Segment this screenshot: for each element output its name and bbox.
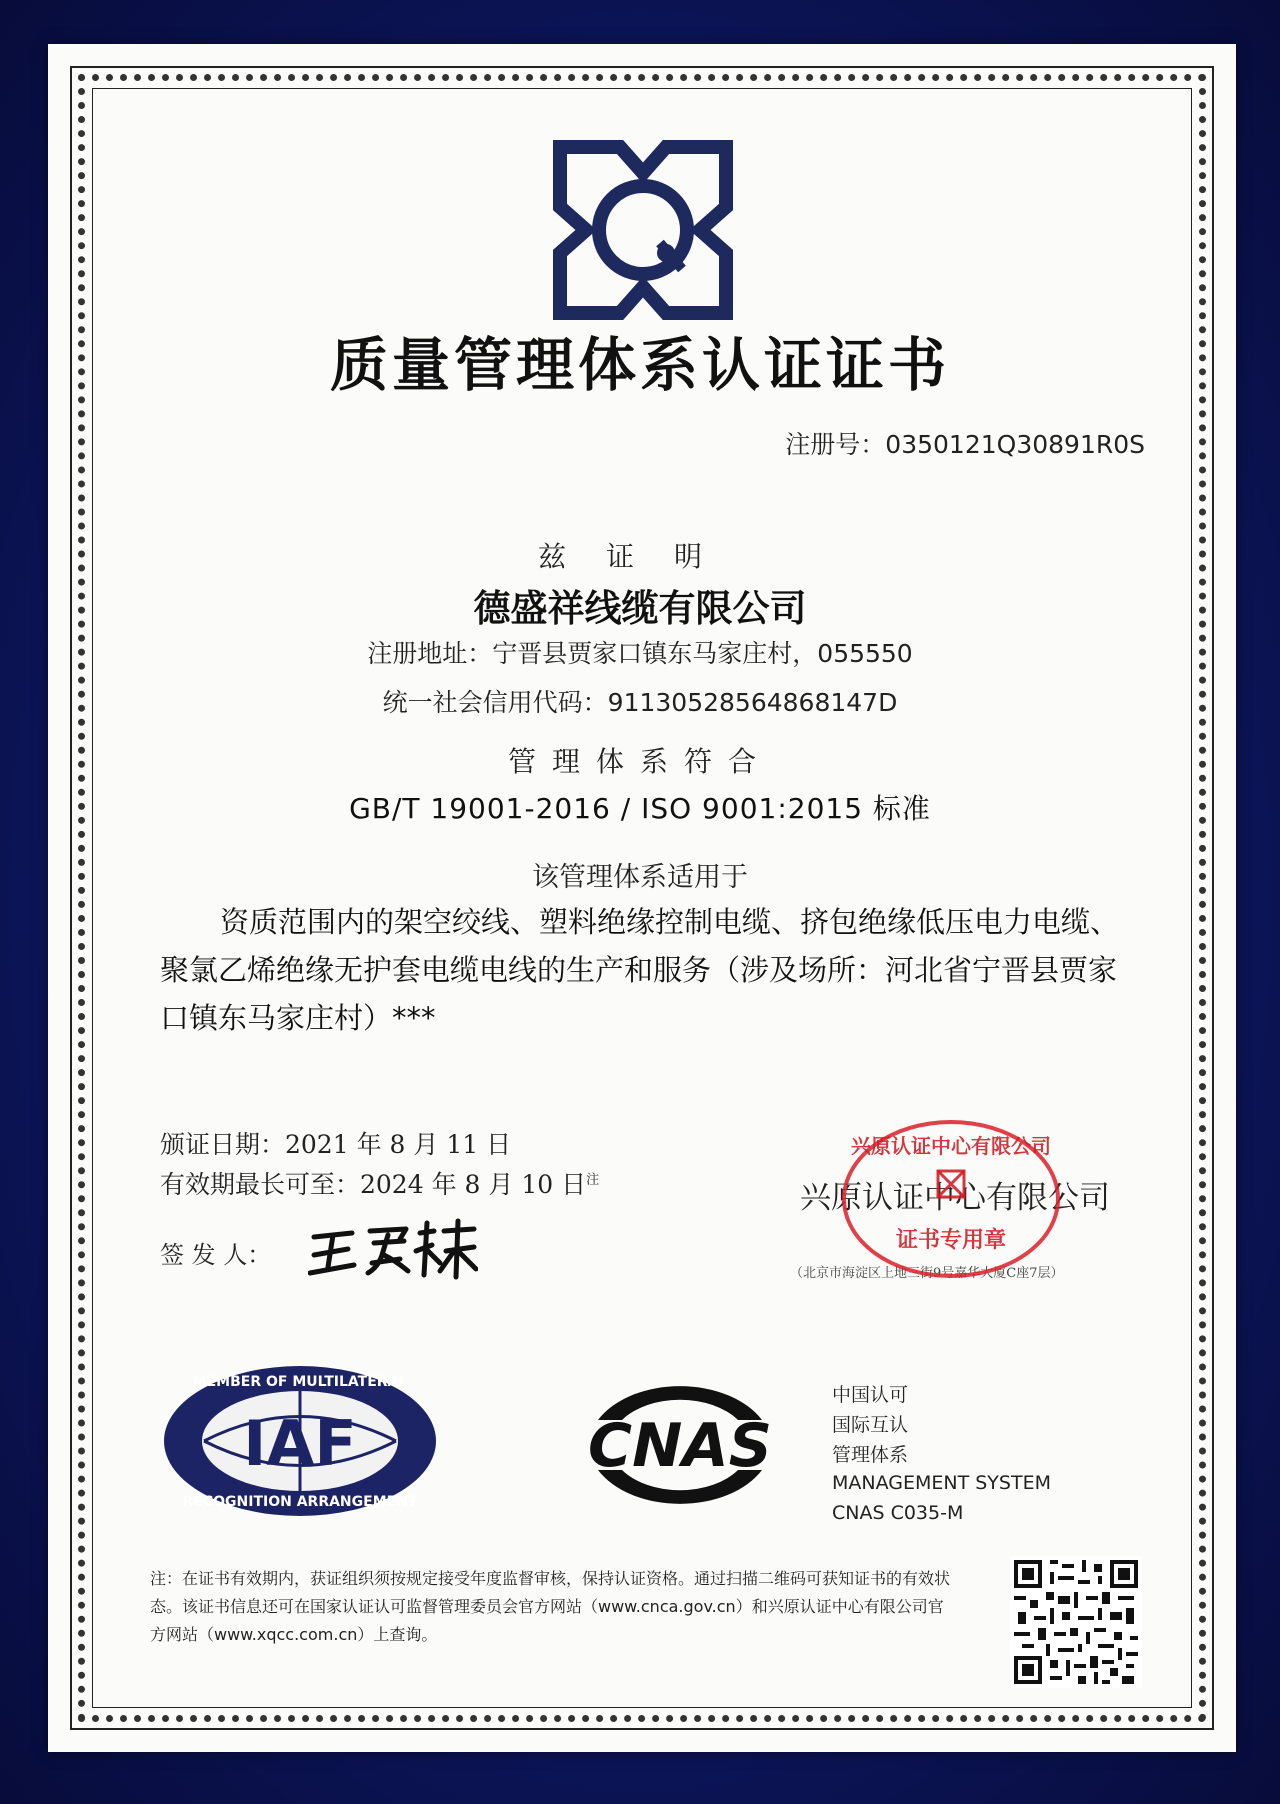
- certify-heading: 兹证明: [537, 540, 742, 573]
- seal-organization: 兴原认证中心有限公司: [851, 1134, 1051, 1158]
- cnas-logo: [568, 1360, 792, 1530]
- issuer-name: 兴原认证中心有限公司: [800, 1180, 1110, 1216]
- applies-heading: 该管理体系适用于: [532, 862, 748, 893]
- cnas-line-4: MANAGEMENT SYSTEM: [832, 1472, 1051, 1494]
- iaf-ring-bottom: RECOGNITION ARRANGEMENT: [182, 1494, 418, 1510]
- issue-date: 颁证日期：2021 年 8 月 11 日: [160, 1130, 512, 1159]
- iaf-logo: [160, 1362, 440, 1520]
- certification-body-logo: [548, 135, 738, 325]
- signer-label: 签 发 人：: [160, 1241, 272, 1269]
- certificate-title: 质量管理体系认证证书: [329, 331, 950, 399]
- iaf-ring-top: MEMBER OF MULTILATERAL: [192, 1374, 408, 1390]
- official-seal: [842, 1120, 1060, 1278]
- cnas-line-3: 管理体系: [832, 1444, 909, 1466]
- conform-heading: 管理体系符合: [507, 745, 772, 778]
- validity-date-text: 有效期最长可至：2024 年 8 月 10 日: [160, 1170, 587, 1199]
- cnas-letters: CNAS: [588, 1411, 772, 1481]
- qr-code[interactable]: [1010, 1556, 1142, 1688]
- seal-purpose: 证书专用章: [895, 1227, 1006, 1253]
- standard-text: GB/T 19001-2016 / ISO 9001:2015 标准: [349, 792, 931, 825]
- footer-note: 注：在证书有效期内，获证组织须按规定接受年度监督审核，保持认证资格。通过扫描二维码可获知证书的有效状态。该证书信息还可在国家认证认可监督管理委员会官方网站（www.cnca.gov.cn）和兴原认证中心有限公司官方网站（www.xqcc.com.cn）上查询。: [150, 1569, 951, 1644]
- cnas-line-1: 中国认可: [832, 1384, 909, 1406]
- issuer-address: （北京市海淀区上地三街9号嘉华大厦C座7层）: [790, 1266, 1064, 1281]
- company-address: 注册地址：宁晋县贾家口镇东马家庄村，055550: [367, 639, 913, 668]
- company-name: 德盛祥线缆有限公司: [473, 587, 807, 630]
- iaf-letters: IAF: [243, 1407, 357, 1480]
- validity-note-mark: 注: [586, 1172, 600, 1188]
- seal-emblem-icon: [936, 1169, 966, 1199]
- signature: [308, 1215, 478, 1285]
- scope-text: 资质范围内的架空绞线、塑料绝缘控制电缆、挤包绝缘低压电力电缆、聚氯乙烯绝缘无护套电缆电线的生产和服务（涉及场所：河北省宁晋县贾家口镇东马家庄村）***: [160, 905, 1120, 1035]
- registration-number: 注册号：0350121Q30891R0S: [785, 430, 1145, 459]
- validity-date: [160, 1165, 599, 1201]
- cnas-line-5: CNAS C035-M: [832, 1502, 964, 1524]
- credit-code: 统一社会信用代码：91130528564868147D: [382, 688, 898, 717]
- cnas-line-2: 国际互认: [832, 1414, 909, 1436]
